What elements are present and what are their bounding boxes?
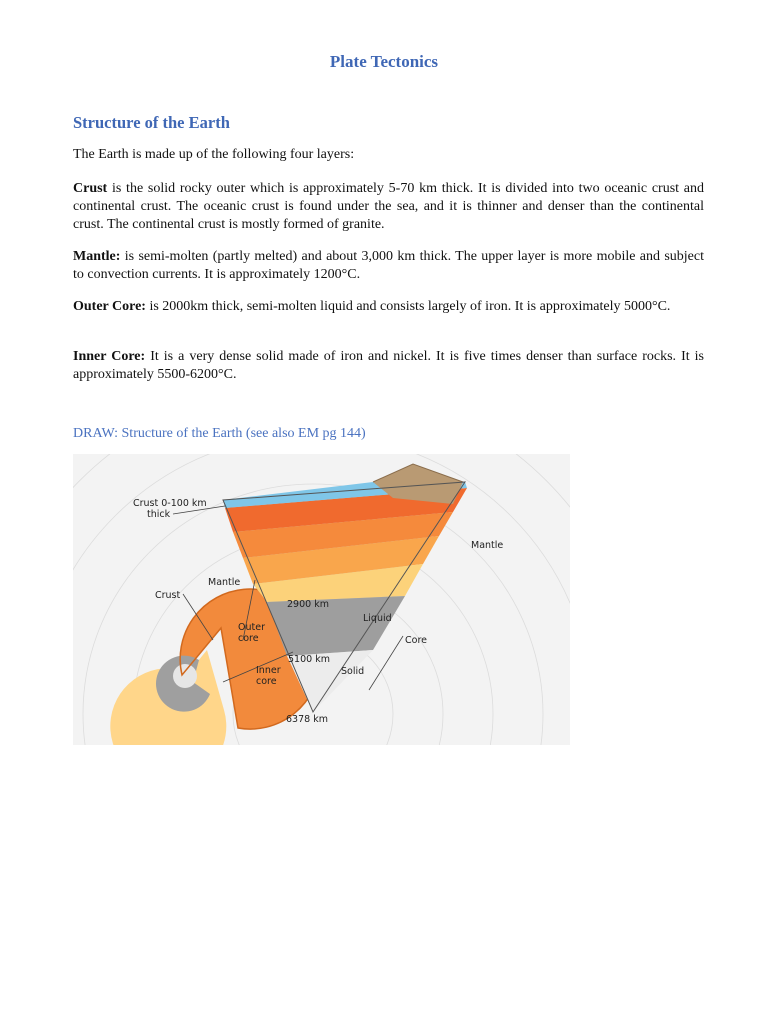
mantle-term: Mantle: <box>73 249 121 264</box>
label-outer-core-2: core <box>238 633 259 644</box>
label-liquid: Liquid <box>363 613 392 624</box>
outer-core-paragraph <box>73 298 704 316</box>
inner-core-description: It is a very dense solid made of iron and nickel. It is five times denser than surface rocks. It is approximately 5500-6200°C. <box>73 349 704 382</box>
outer-core-term: Outer Core: <box>73 299 146 314</box>
outer-core-description: is 2000km thick, semi-molten liquid and consists largely of iron. It is approximately 5000°C. <box>145 299 671 314</box>
label-inner-core: Inner <box>256 665 281 676</box>
label-outer-core: Outer <box>238 622 265 633</box>
label-solid: Solid <box>341 666 365 677</box>
page-title: Plate Tectonics <box>329 52 439 71</box>
label-crust: Crust <box>155 590 181 601</box>
label-core: Core <box>405 635 427 646</box>
intro-paragraph: The Earth is made up of the following four layers: <box>73 147 355 162</box>
earth-structure-diagram <box>73 454 570 745</box>
label-depth-6378: 6378 km <box>286 714 328 725</box>
label-depth-5100: 5100 km <box>288 654 330 665</box>
label-mantle-right: Mantle <box>471 540 504 551</box>
inner-core-paragraph <box>73 348 704 384</box>
inner-core-term: Inner Core: <box>73 349 146 364</box>
section-heading: Structure of the Earth <box>73 113 230 132</box>
label-crust-thickness-2: thick <box>147 509 171 520</box>
ring-inner-core <box>173 664 197 688</box>
label-crust-thickness: Crust 0-100 km <box>133 498 207 509</box>
mantle-description: is semi-molten (partly melted) and about 3,000 km thick. The upper layer is more mobile and subject to convection currents. It is approximately 1200°C. <box>73 249 704 282</box>
label-inner-core-2: core <box>256 676 277 687</box>
crust-term: Crust <box>73 181 108 196</box>
earth-structure-svg <box>73 454 570 745</box>
draw-caption: DRAW: Structure of the Earth (see also EM pg 144) <box>73 426 366 441</box>
crust-paragraph <box>73 180 704 234</box>
mantle-paragraph <box>73 248 704 284</box>
label-mantle-left: Mantle <box>208 577 241 588</box>
crust-description: is the solid rocky outer which is approximately 5-70 km thick. It is divided into two oceanic crust and continental crust. The oceanic crust is found under the sea, and it is thinner and denser than the continental crust. The continental crust is mostly formed of granite. <box>73 181 704 232</box>
label-depth-2900: 2900 km <box>287 599 329 610</box>
